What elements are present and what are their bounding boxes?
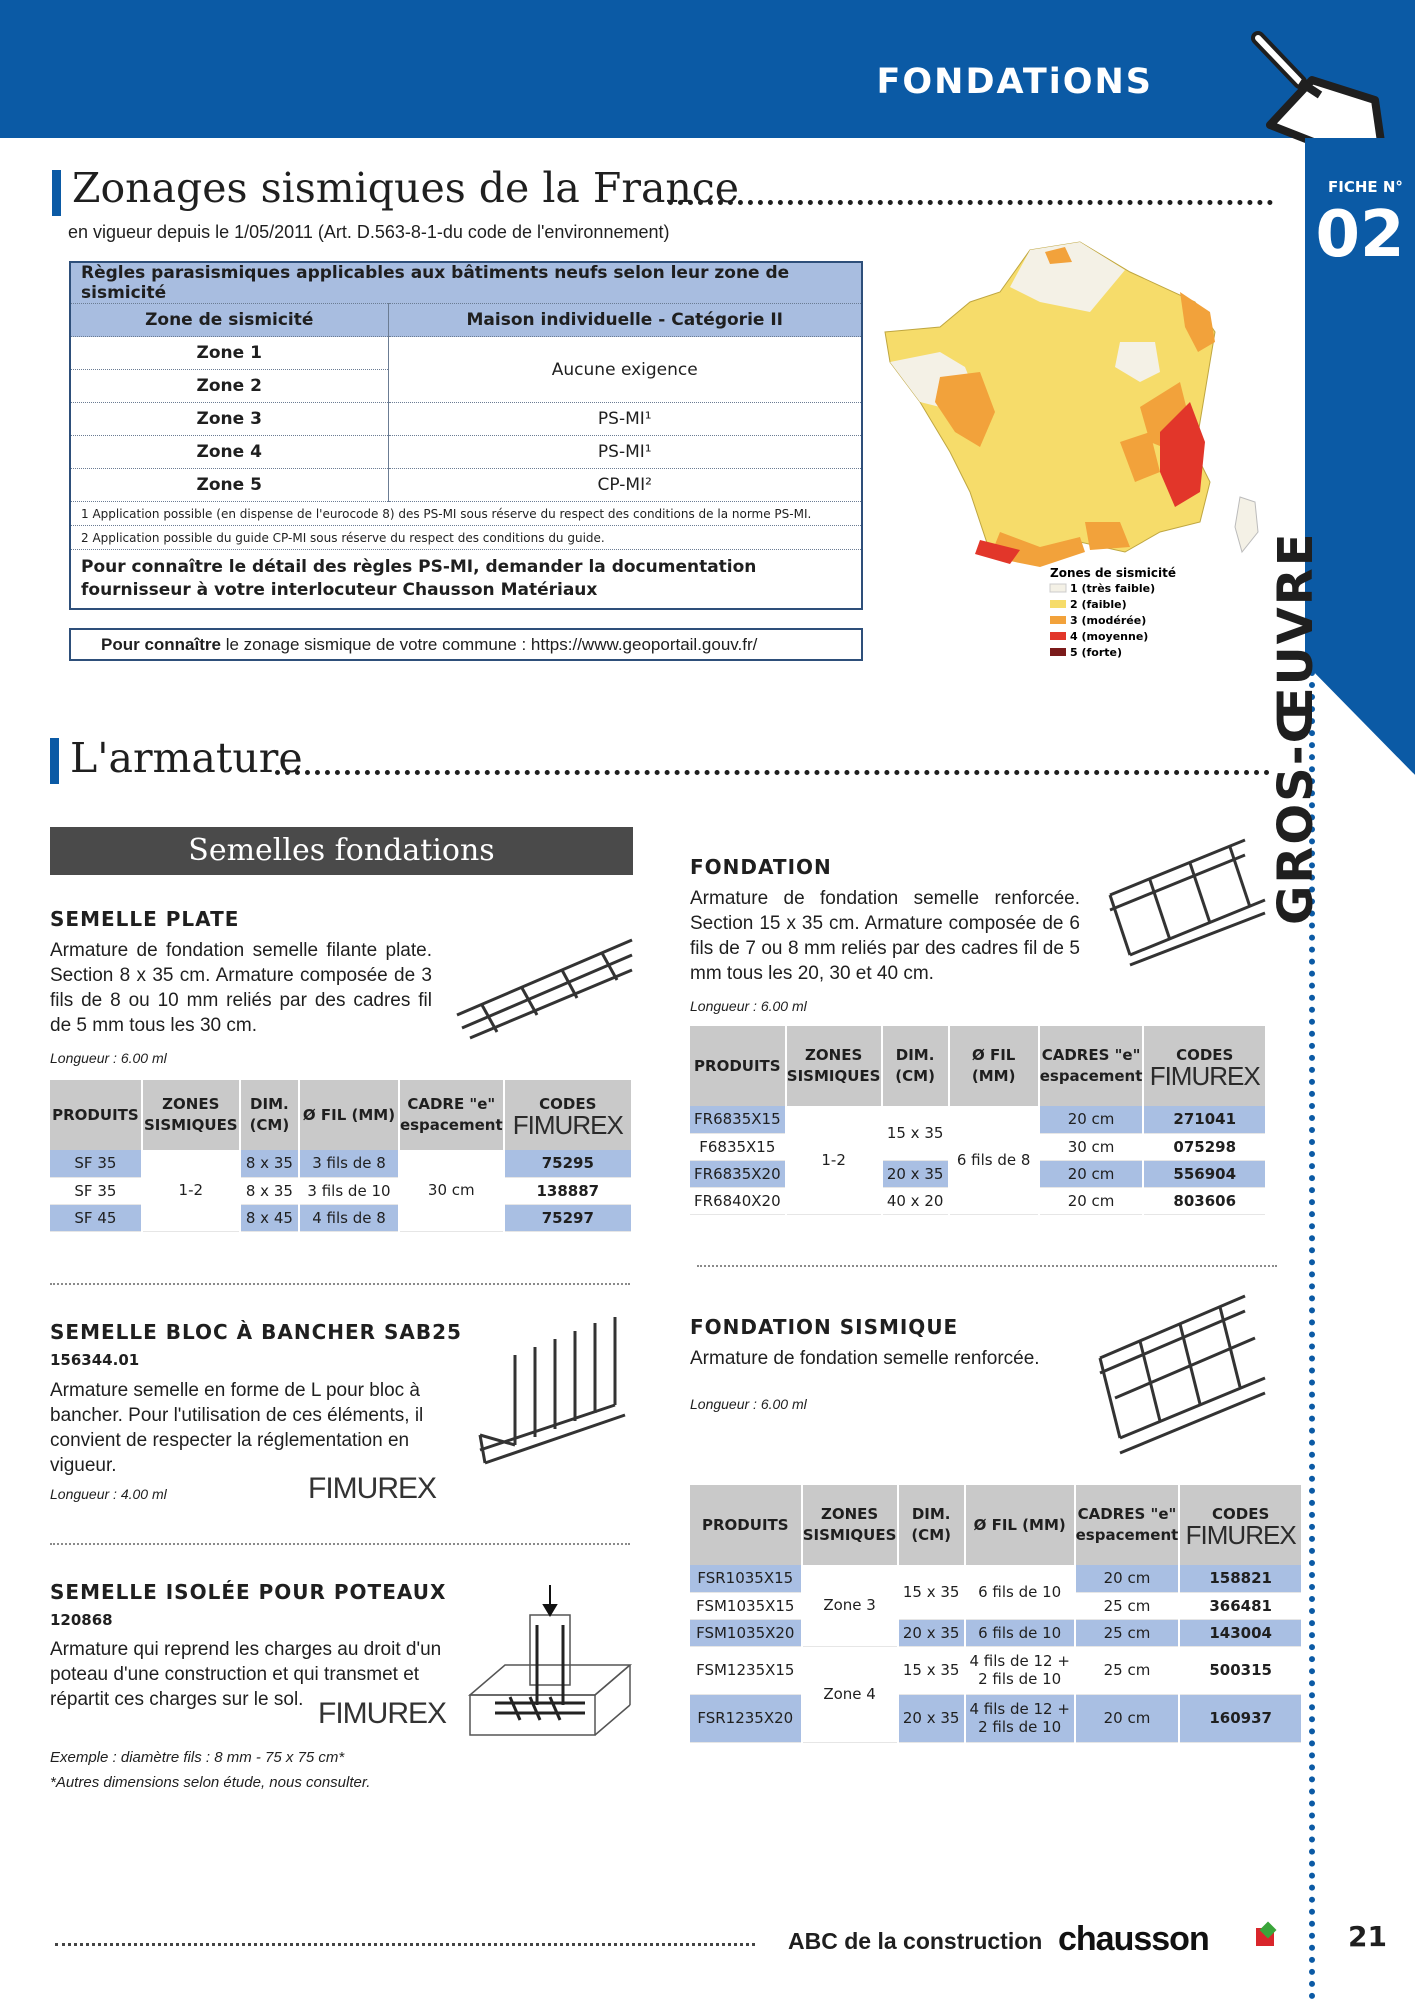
col-header: ZONES SISMIQUES [802, 1485, 898, 1565]
cell-code: 366481 [1179, 1592, 1302, 1619]
zone-cell: Zone 3 [70, 403, 388, 436]
cell-produit: FR6835X20 [690, 1160, 786, 1187]
cell-esp: 20 cm [1039, 1187, 1144, 1214]
cell-produit: SF 35 [50, 1150, 142, 1177]
cell-fil: 6 fils de 10 [965, 1619, 1075, 1646]
cell-cadre: 30 cm [399, 1150, 504, 1231]
cell-fil: 6 fils de 8 [949, 1106, 1039, 1214]
rule-cell: PS-MI¹ [388, 436, 862, 469]
col-header: PRODUITS [690, 1485, 802, 1565]
cell-code: 075298 [1143, 1133, 1266, 1160]
divider [697, 1265, 1277, 1267]
cell-code: 75297 [504, 1204, 632, 1231]
cell-produit: F6835X15 [690, 1133, 786, 1160]
cell-dim: 15 x 35 [898, 1646, 965, 1694]
footer-title: ABC de la construction [788, 1928, 1043, 1954]
cell-zones: Zone 3 [802, 1565, 898, 1646]
product-title: SEMELLE BLOC À BANCHER SAB25 [50, 1320, 462, 1344]
product-description: Armature de fondation semelle filante plate. Section 8 x 35 cm. Armature composée de 3 fils de 8 ou 10 mm reliés par des cadres fil de 5 mm tous les 30 cm. [50, 940, 432, 1036]
zone-cell: Zone 5 [70, 469, 388, 502]
france-seismic-map [880, 232, 1275, 672]
table-caption: Règles parasismiques applicables aux bâtiments neufs selon leur zone de sismicité [70, 262, 862, 304]
cell-fil: 4 fils de 12 + 2 fils de 10 [965, 1694, 1075, 1742]
col-header: Ø FIL (MM) [299, 1080, 399, 1150]
rebar-cage-illustration [1105, 835, 1270, 970]
rule-cell: PS-MI¹ [388, 403, 862, 436]
section-title-zonages: Zonages sismiques de la France [72, 164, 740, 212]
cell-dim: 20 x 35 [898, 1694, 965, 1742]
product-description: Armature qui reprend les charges au droit d'un poteau d'une construction et qui transmet et répartit ces charges sur le sol. [50, 1639, 442, 1710]
col-header: PRODUITS [690, 1026, 786, 1106]
section-marker [52, 170, 61, 216]
fimurex-logo: FIMUREX [512, 1110, 623, 1140]
section-subtitle: en vigueur depuis le 1/05/2011 (Art. D.563-8-1-du code de l'environnement) [68, 222, 670, 242]
fimurex-logo: FIMUREX [1149, 1061, 1260, 1091]
fondation-sismique-table [690, 1485, 1303, 1743]
commune-info-box [69, 628, 863, 661]
cell-code: 75295 [504, 1150, 632, 1177]
legend-swatch [1050, 584, 1066, 592]
col-header: CADRE "e" espacement [399, 1080, 504, 1150]
zone-cell: Zone 4 [70, 436, 388, 469]
cell-fil: 4 fils de 8 [299, 1204, 399, 1231]
product-title: FONDATION SISMIQUE [690, 1315, 959, 1339]
footnote: *Autres dimensions selon étude, nous consulter. [50, 1774, 371, 1791]
rebar-l-shape-illustration [475, 1315, 635, 1470]
cell-code: 160937 [1179, 1694, 1302, 1742]
col-header: CODES [1212, 1505, 1270, 1523]
fiche-number: 02 [1315, 198, 1405, 272]
cell-produit: FR6840X20 [690, 1187, 786, 1214]
cell-esp: 20 cm [1075, 1694, 1180, 1742]
side-section-label: GROS-ŒUVRE [1268, 531, 1324, 925]
col-header: CODES [539, 1095, 597, 1113]
legend-label: 4 (moyenne) [1070, 630, 1149, 643]
section-title-armature: L'armature [70, 734, 303, 782]
col-header: CODES [1176, 1046, 1234, 1064]
col-header: Zone de sismicité [70, 304, 388, 337]
legend-label: 1 (très faible) [1070, 582, 1156, 595]
legend-label: 3 (modérée) [1070, 614, 1147, 627]
cell-code: 556904 [1143, 1160, 1266, 1187]
col-header: DIM. (CM) [240, 1080, 299, 1150]
legend-swatch [1050, 648, 1066, 656]
cell-code: 271041 [1143, 1106, 1266, 1133]
title-leader-dots [275, 770, 1270, 775]
cell-produit: FSM1235X15 [690, 1646, 802, 1694]
product-description: Armature de fondation semelle renforcée. Section 15 x 35 cm. Armature composée de 6 fils de 7 ou 8 mm reliés par des cadres fil de 5 mm tous les 20, 30 et 40 cm. [690, 888, 1080, 984]
cell-zones: 1-2 [786, 1106, 882, 1214]
legend-swatch [1050, 616, 1066, 624]
cell-produit: SF 45 [50, 1204, 142, 1231]
cell-dim: 40 x 20 [882, 1187, 949, 1214]
col-header: DIM. (CM) [882, 1026, 949, 1106]
commune-link-text[interactable]: le zonage sismique de votre commune : https://www.geoportail.gouv.fr/ [220, 635, 758, 654]
cell-fil: 4 fils de 12 + 2 fils de 10 [965, 1646, 1075, 1694]
product-description: Armature de fondation semelle renforcée. [690, 1348, 1040, 1369]
product-code: 120868 [50, 1611, 113, 1629]
cell-dim: 20 x 35 [898, 1619, 965, 1646]
product-length: Longueur : 6.00 ml [690, 998, 807, 1014]
cell-dim: 8 x 35 [240, 1150, 299, 1177]
seismic-rules-table [69, 261, 863, 610]
cell-dim: 8 x 35 [240, 1177, 299, 1204]
cell-esp: 20 cm [1039, 1106, 1144, 1133]
title-leader-dots [668, 200, 1273, 205]
product-length: Longueur : 6.00 ml [50, 1050, 167, 1066]
product-length: Longueur : 6.00 ml [690, 1396, 807, 1412]
divider [50, 1283, 630, 1285]
col-header: CADRES "e" espacement [1075, 1485, 1180, 1565]
product-title: SEMELLE PLATE [50, 907, 240, 931]
cell-code: 158821 [1179, 1565, 1302, 1592]
semelles-banner: Semelles fondations [50, 827, 633, 875]
cell-code: 143004 [1179, 1619, 1302, 1646]
cell-produit: FR6835X15 [690, 1106, 786, 1133]
fiche-label: FICHE N° [1328, 178, 1403, 196]
cell-code: 803606 [1143, 1187, 1266, 1214]
cell-produit: FSR1235X20 [690, 1694, 802, 1742]
page-number: 21 [1348, 1920, 1387, 1953]
col-header: Maison individuelle - Catégorie II [388, 304, 862, 337]
rule-cell: Aucune exigence [388, 337, 862, 403]
cell-zones: Zone 4 [802, 1646, 898, 1742]
fondation-table [690, 1026, 1267, 1215]
fimurex-logo: FIMUREX [308, 1472, 436, 1505]
legend-label: 5 (forte) [1070, 646, 1123, 659]
table-bold-note: Pour connaître le détail des règles PS-MI, demander la documentation fournisseur à votre interlocuteur Chausson Matériaux [81, 557, 757, 600]
col-header: CADRES "e" espacement [1039, 1026, 1144, 1106]
map-legend-title: Zones de sismicité [1050, 566, 1176, 580]
col-header: ZONES SISMIQUES [786, 1026, 882, 1106]
cell-code: 500315 [1179, 1646, 1302, 1694]
rule-cell: CP-MI² [388, 469, 862, 502]
cell-esp: 30 cm [1039, 1133, 1144, 1160]
header-bar [0, 0, 1415, 138]
column-footing-illustration [465, 1585, 635, 1745]
fimurex-logo: FIMUREX [1185, 1520, 1296, 1550]
cell-esp: 25 cm [1075, 1646, 1180, 1694]
rebar-flat-illustration [452, 920, 637, 1040]
fimurex-logo: FIMUREX [318, 1697, 446, 1730]
rebar-seismic-cage-illustration [1095, 1288, 1270, 1463]
table-footnote: 2 Application possible du guide CP-MI sous réserve du respect des conditions du guide. [70, 526, 862, 550]
divider [50, 1543, 630, 1545]
cell-dim: 20 x 35 [882, 1160, 949, 1187]
table-footnote: 1 Application possible (en dispense de l'eurocode 8) des PS-MI sous réserve du respect des conditions de la norme PS-MI. [70, 502, 862, 526]
footer-dotted-line [55, 1943, 755, 1946]
product-title: FONDATION [690, 855, 832, 879]
col-header: ZONES SISMIQUES [142, 1080, 240, 1150]
cell-code: 138887 [504, 1177, 632, 1204]
semelle-plate-table [50, 1080, 633, 1232]
legend-swatch [1050, 632, 1066, 640]
cell-esp: 25 cm [1075, 1619, 1180, 1646]
col-header: DIM. (CM) [898, 1485, 965, 1565]
cell-fil: 3 fils de 8 [299, 1150, 399, 1177]
col-header: Ø FIL (MM) [965, 1485, 1075, 1565]
cell-dim: 8 x 45 [240, 1204, 299, 1231]
cell-produit: FSR1035X15 [690, 1565, 802, 1592]
col-header: PRODUITS [50, 1080, 142, 1150]
cell-esp: 25 cm [1075, 1592, 1180, 1619]
header-title: FONDATiONS [876, 62, 1153, 102]
example-note: Exemple : diamètre fils : 8 mm - 75 x 75 cm* [50, 1749, 345, 1766]
cell-fil: 6 fils de 10 [965, 1565, 1075, 1619]
cell-fil: 3 fils de 10 [299, 1177, 399, 1204]
section-marker [50, 738, 59, 784]
cell-esp: 20 cm [1075, 1565, 1180, 1592]
col-header: Ø FIL (MM) [949, 1026, 1039, 1106]
zone-cell: Zone 2 [70, 370, 388, 403]
zone-cell: Zone 1 [70, 337, 388, 370]
chausson-logo: chausson [1058, 1920, 1209, 1958]
legend-swatch [1050, 600, 1066, 608]
product-length: Longueur : 4.00 ml [50, 1486, 167, 1502]
product-title: SEMELLE ISOLÉE POUR POTEAUX [50, 1580, 447, 1604]
cell-esp: 20 cm [1039, 1160, 1144, 1187]
cell-dim: 15 x 35 [882, 1106, 949, 1160]
cell-produit: FSM1035X15 [690, 1592, 802, 1619]
cell-dim: 15 x 35 [898, 1565, 965, 1619]
cell-produit: SF 35 [50, 1177, 142, 1204]
cell-produit: FSM1035X20 [690, 1619, 802, 1646]
product-description: Armature semelle en forme de L pour bloc à bancher. Pour l'utilisation de ces éléments, il convient de respecter la réglementation en vigueur. [50, 1380, 424, 1476]
commune-bold: Pour connaître [101, 635, 221, 654]
product-code: 156344.01 [50, 1351, 140, 1369]
cell-zones: 1-2 [142, 1150, 240, 1231]
legend-label: 2 (faible) [1070, 598, 1127, 611]
